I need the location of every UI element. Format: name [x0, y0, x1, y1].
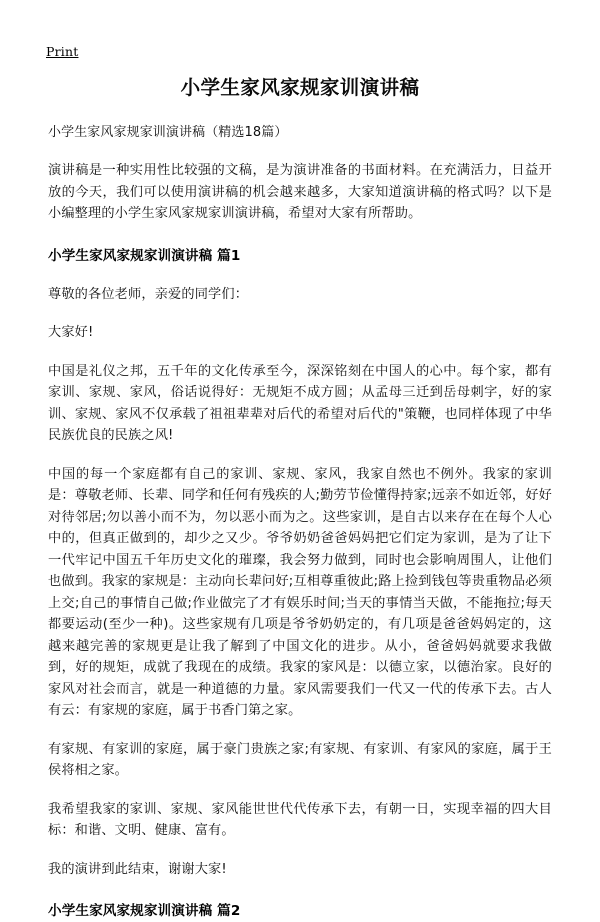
section-heading-1: 小学生家风家规家训演讲稿 篇1 [48, 247, 241, 264]
section-paragraph-2: 中国的每一个家庭都有自己的家训、家规、家风，我家自然也不例外。我家的家训是：尊敬老师、长辈、同学和任何有残疾的人;勤劳节俭懂得持家;远亲不如近邻，好好对待邻居;勿以善小而不为，勿以恶小而为之。这些家训，是自古以来存在在每个人心中的，但真正做到的，却少之又少。爷爷奶奶爸爸妈妈把它们定为家训，是为了让下一代牢记中国五千年历史文化的璀璨，我会努力做到，同时也会影响周围人，让他们也做到。我家的家规是：主动向长辈问好;互相尊重彼此;路上捡到钱包等贵重物品必须上交;自己的事情自己做;作业做完了才有娱乐时间;当天的事情当天做，不能拖拉;每天都要运动(至少一种)。这些家规有几项是爷爷奶奶定的，有几项是爸爸妈妈定的，这越来越完善的家规更是让我了解到了中国文化的进步。从小，爸爸妈妈就要求我做到，好的规矩，成就了我现在的成绩。我家的家风是：以德立家，以德治家。良好的家风对社会而言，就是一种道德的力量。家风需要我们一代又一代的传承下去。古人有云：有家规的家庭，属于书香门第之家。 [48, 466, 552, 718]
section-paragraph-1: 中国是礼仪之邦，五千年的文化传承至今，深深铭刻在中国人的心中。每个家，都有家训、家规、家风，俗话说得好：无规矩不成方圆；从孟母三迁到岳母刺字，好的家训、家规、家风不仅承载了祖祖辈辈对后代的希望对后代的"策鞭，也同样体现了中华民族优良的民族之风! [48, 363, 552, 443]
section-paragraph-3: 有家规、有家训的家庭，属于豪门贵族之家;有家规、有家训、有家风的家庭，属于王侯将相之家。 [48, 741, 552, 778]
salutation-line: 尊敬的各位老师，亲爱的同学们： [48, 286, 249, 302]
closing-line: 我的演讲到此结束，谢谢大家! [48, 861, 227, 877]
print-link[interactable]: Print [46, 44, 79, 59]
section-paragraph-4: 我希望我家的家训、家规、家风能世世代代传承下去，有朝一日，实现幸福的四大目标：和谐、文明、健康、富有。 [48, 801, 552, 838]
document-subtitle: 小学生家风家规家训演讲稿（精选18篇） [48, 125, 288, 140]
document-content [48, 74, 552, 922]
section-heading-2: 小学生家风家规家训演讲稿 篇2 [48, 903, 241, 919]
greeting-line: 大家好! [48, 325, 94, 340]
page-title: 小学生家风家规家训演讲稿 [180, 76, 420, 99]
intro-paragraph: 演讲稿是一种实用性比较强的文稿，是为演讲准备的书面材料。在充满活力，日益开放的今天，我们可以使用演讲稿的机会越来越多，大家知道演讲稿的格式吗？以下是小编整理的小学生家风家规家训演讲稿，希望对大家有所帮助。 [48, 163, 552, 221]
